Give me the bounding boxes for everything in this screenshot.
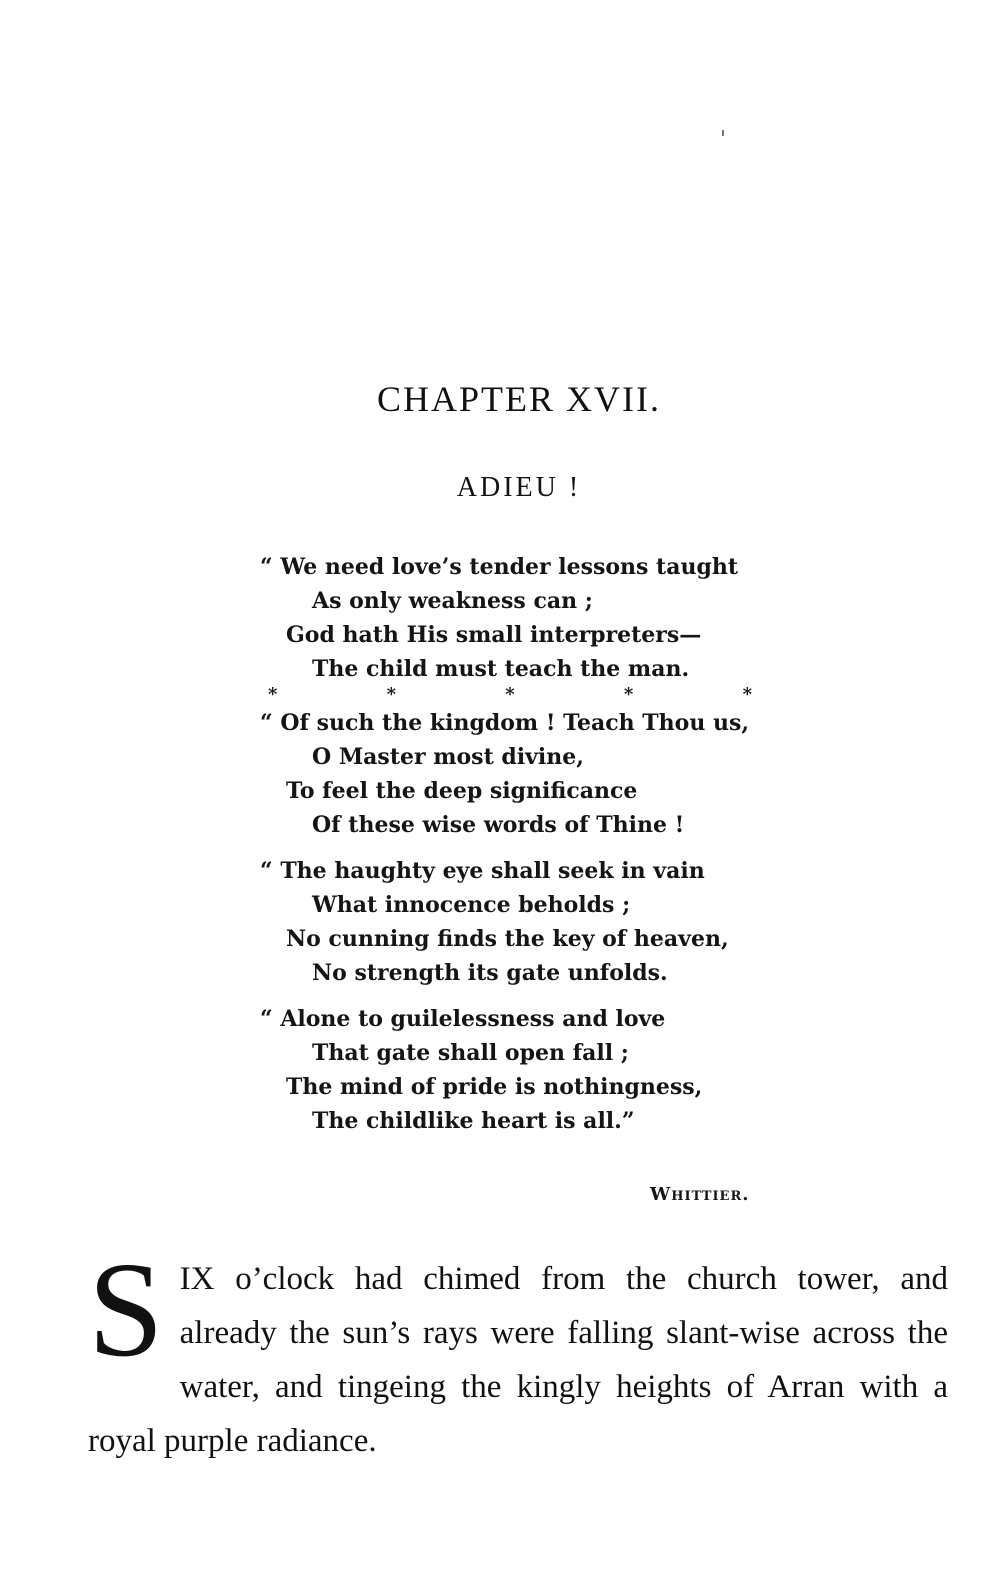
poem-stanza — [258, 854, 778, 990]
poem-line: O Master most divine, — [312, 744, 584, 770]
asterisk: * — [742, 684, 752, 705]
poem-line: “ We need love’s tender lessons taught — [260, 554, 739, 580]
poem-stanza — [258, 1002, 778, 1138]
poem-line: No cunning finds the key of heaven, — [286, 926, 729, 952]
poem-stanza — [258, 706, 778, 842]
poem-line: To feel the deep significance — [286, 778, 638, 804]
poem-line: As only weakness can ; — [312, 588, 593, 614]
poem-line: The mind of pride is nothingness, — [286, 1074, 703, 1100]
drop-cap: S — [88, 1235, 164, 1385]
poem-stanza — [258, 550, 778, 686]
poem-line: The childlike heart is all.” — [312, 1108, 635, 1134]
poem-line: Of these wise words of Thine ! — [312, 812, 685, 838]
asterisk: * — [623, 684, 634, 705]
asterisk: * — [505, 684, 515, 705]
chapter-subtitle: ADIEU ! — [456, 472, 582, 503]
poem-line: What innocence beholds ; — [312, 892, 631, 918]
chapter-opening-paragraph — [88, 1235, 948, 1468]
paragraph-text: IX o’clock had chimed from the church tower, and already the sun’s rays were falling slant-wise across the water, and tingeing the kingly heights of Arran with a royal purple radiance. — [88, 1261, 948, 1459]
poem-line: “ Alone to guilelessness and love — [260, 1006, 666, 1032]
poem-line: The child must teach the man. — [312, 656, 690, 682]
asterisk: * — [268, 684, 278, 705]
asterisk: * — [386, 684, 397, 705]
poem-line: God hath His small interpreters— — [286, 622, 702, 648]
poem-line: “ The haughty eye shall seek in vain — [260, 858, 705, 884]
poem-attribution: Whittier. — [650, 1184, 750, 1205]
poem-line: That gate shall open fall ; — [312, 1040, 629, 1066]
poem-line: No strength its gate unfolds. — [312, 960, 668, 986]
stanza-separator — [258, 684, 752, 706]
chapter-title: CHAPTER XVII. — [377, 379, 661, 419]
print-speck — [722, 130, 724, 136]
epigraph-poem — [258, 550, 778, 1138]
poem-line: “ Of such the kingdom ! Teach Thou us, — [260, 710, 750, 736]
